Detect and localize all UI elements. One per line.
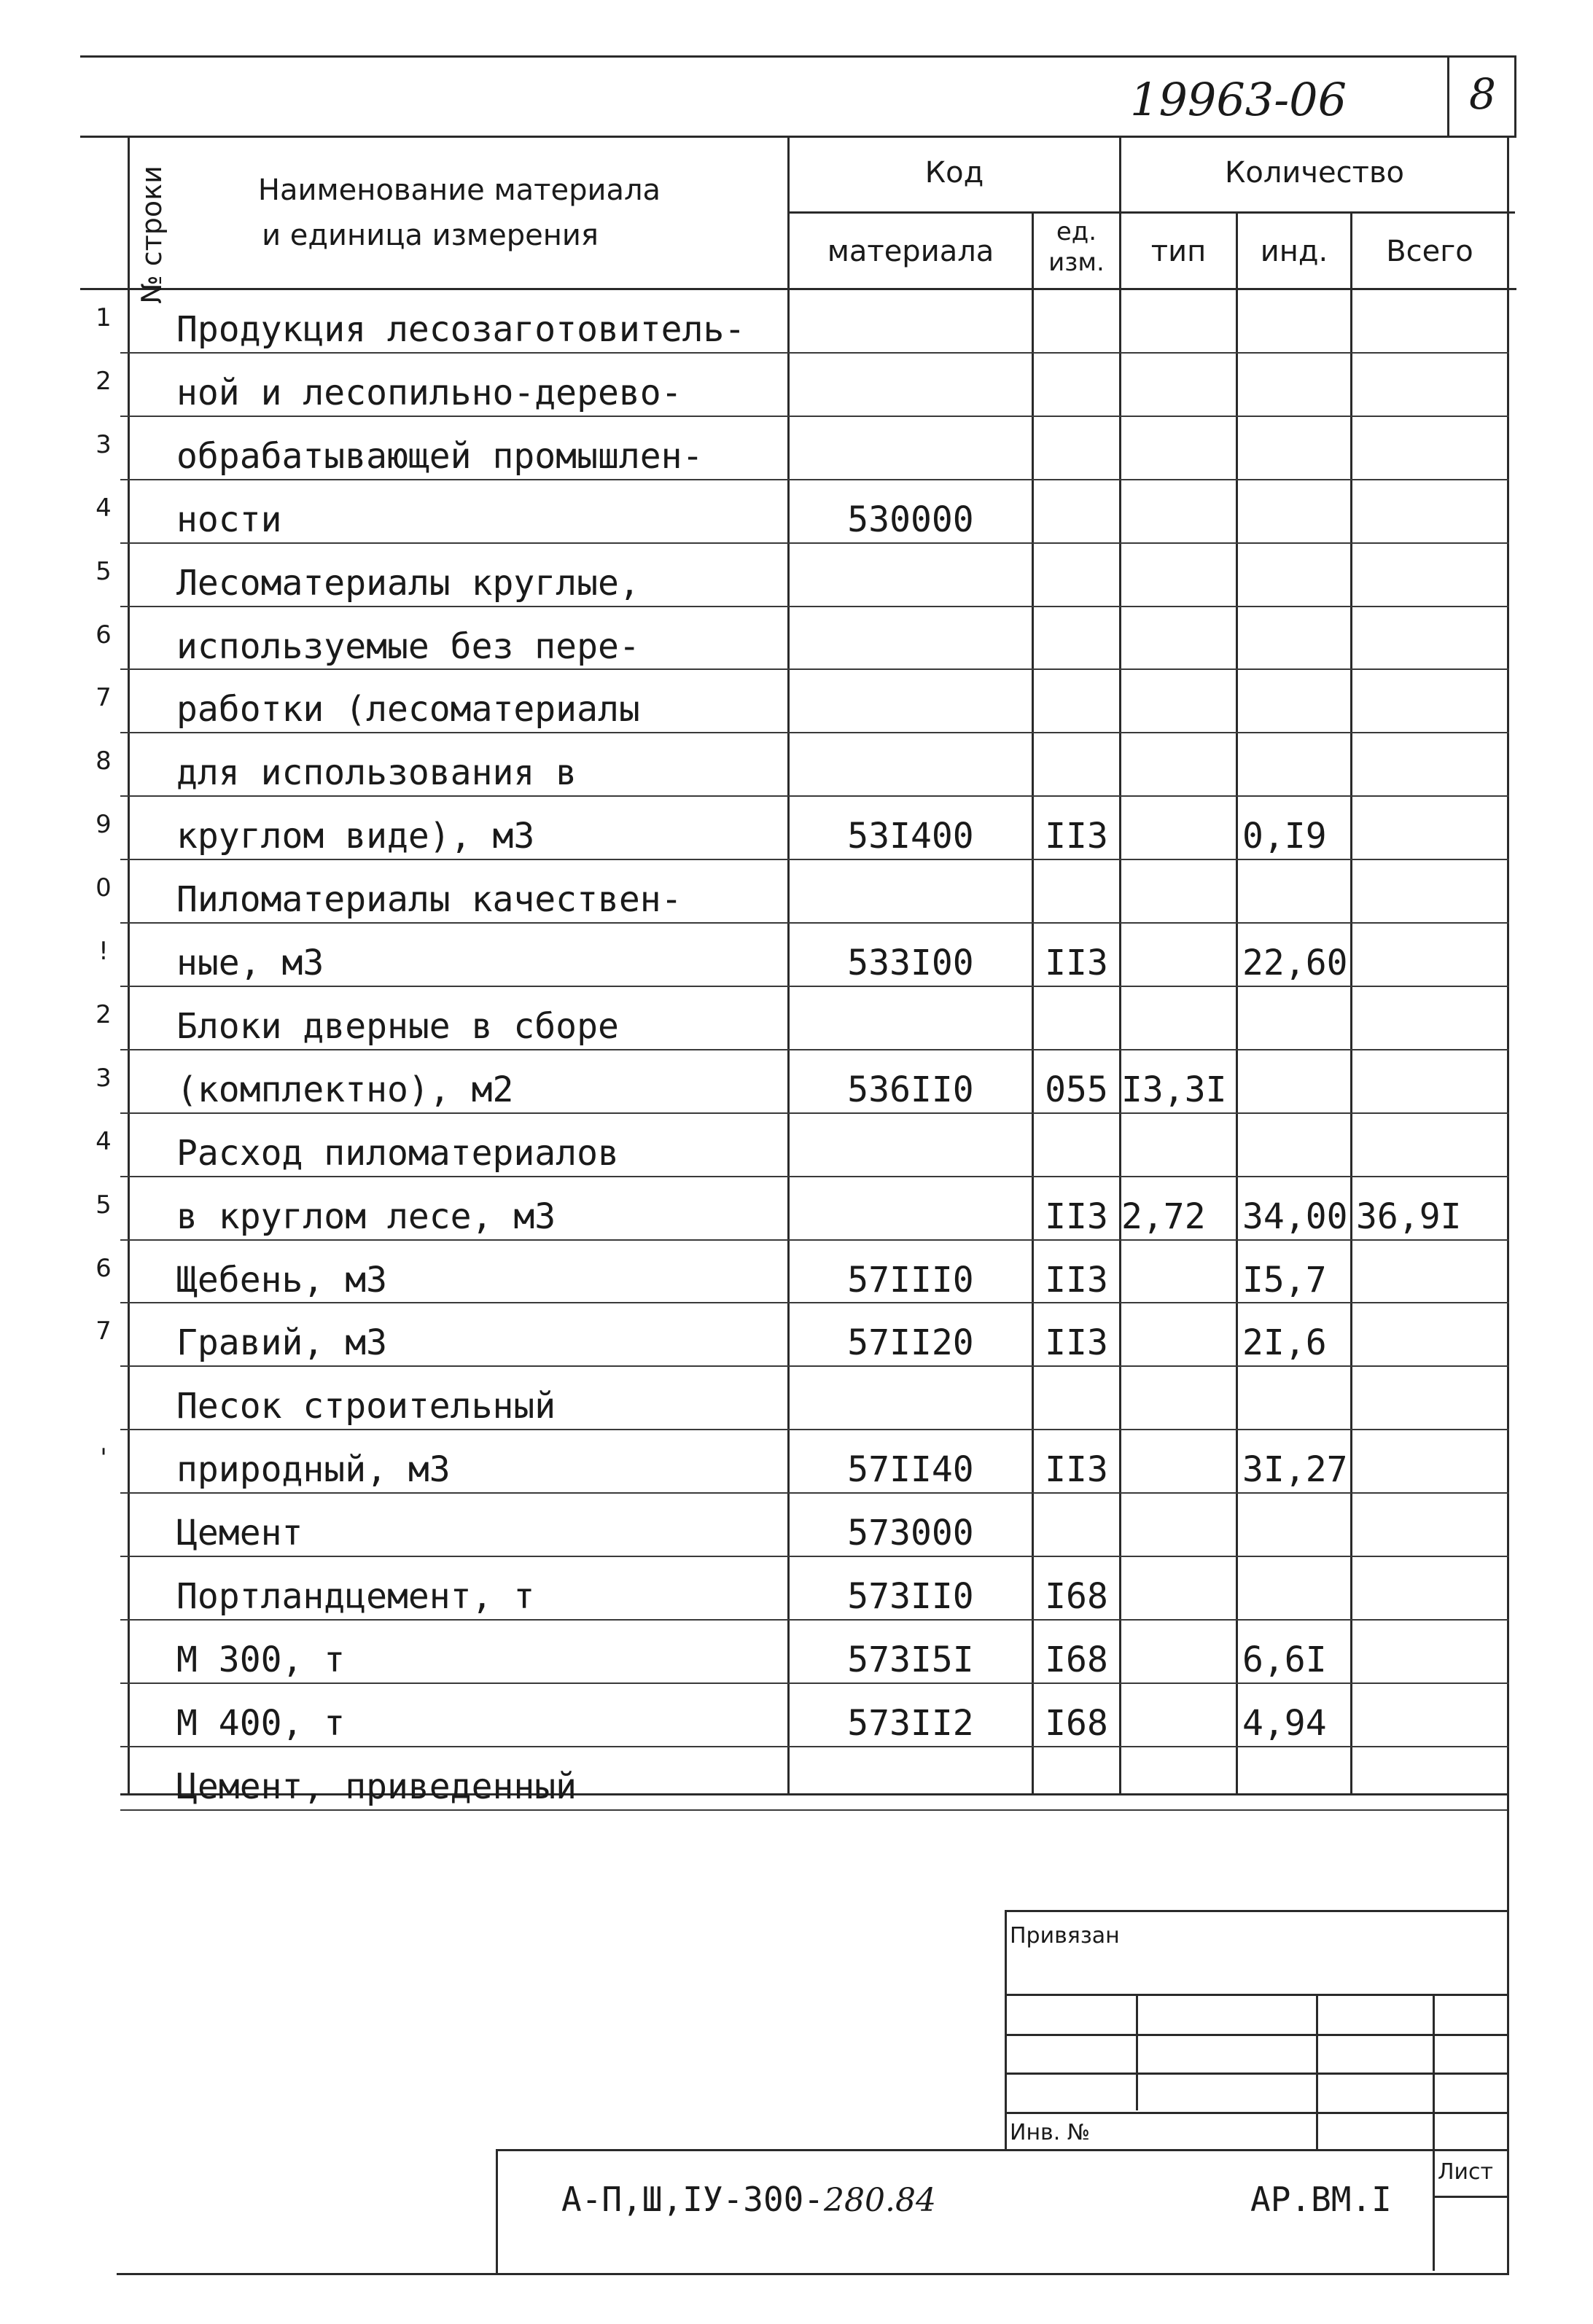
row-12-n: 2 xyxy=(96,999,112,1029)
stamp-inv-label: Инв. № xyxy=(1010,2120,1091,2145)
row-6-name: используемые без пере- xyxy=(176,625,640,667)
row-15-n: 5 xyxy=(96,1190,112,1220)
row-8-n: 8 xyxy=(96,746,112,776)
row-19-n: ' xyxy=(100,1443,107,1473)
doc-code-typed: А-П,Ш,IУ-300- xyxy=(561,2180,825,2219)
row-17-unit: II3 xyxy=(1045,1322,1108,1364)
stamp-col-3 xyxy=(1433,1994,1435,2271)
type-header: тип xyxy=(1150,235,1207,268)
row-22-unit: I68 xyxy=(1045,1639,1108,1680)
row-separator xyxy=(120,1682,1509,1684)
row-17-n: 7 xyxy=(96,1317,112,1346)
row-19-ind: 3I,27 xyxy=(1242,1449,1348,1491)
stamp-left xyxy=(1005,1910,1007,2151)
row-23-code: 573II2 xyxy=(847,1702,974,1744)
row-separator xyxy=(120,542,1509,544)
col-line-type xyxy=(1119,136,1121,1794)
ind-header: инд. xyxy=(1260,235,1328,268)
row-separator xyxy=(120,1049,1509,1050)
row-16-n: 6 xyxy=(96,1253,112,1283)
row-22-ind: 6,6I xyxy=(1242,1639,1327,1680)
title-block-sheet-line xyxy=(1433,2196,1509,2198)
row-13-type: I3,3I xyxy=(1121,1069,1227,1110)
row-15-unit: II3 xyxy=(1045,1196,1108,1237)
row-11-name: ные, м3 xyxy=(176,943,324,983)
row-16-ind: I5,7 xyxy=(1242,1259,1327,1301)
row-22-name: М 300, т xyxy=(176,1639,346,1680)
row-1-name: Продукция лесозаготовитель- xyxy=(176,309,746,350)
header-bottom xyxy=(80,288,1516,290)
row-separator xyxy=(120,1239,1509,1241)
row-separator xyxy=(120,1809,1509,1811)
row-separator xyxy=(120,732,1509,733)
row-16-name: Щебень, м3 xyxy=(176,1259,387,1301)
row-21-code: 573II0 xyxy=(847,1576,974,1617)
row-4-n: 4 xyxy=(96,493,112,523)
row-13-name: (комплектно), м2 xyxy=(176,1069,514,1110)
row-separator xyxy=(120,352,1509,354)
row-3-name: обрабатывающей промышлен- xyxy=(176,435,704,477)
doc-code-hand: 280.84 xyxy=(824,2182,936,2219)
row-14-n: 4 xyxy=(96,1126,112,1156)
row-separator xyxy=(120,1302,1509,1303)
row-separator xyxy=(120,1176,1509,1177)
row-separator xyxy=(120,1556,1509,1557)
row-9-code: 53I400 xyxy=(847,816,974,857)
row-separator xyxy=(120,795,1509,797)
row-20-code: 573000 xyxy=(847,1513,974,1554)
table-top xyxy=(80,136,1516,138)
row-21-unit: I68 xyxy=(1045,1576,1108,1617)
title-block-left xyxy=(496,2149,498,2273)
quantity-header: Количество xyxy=(1224,156,1404,190)
row-19-code: 57II40 xyxy=(847,1449,974,1491)
col-line-right xyxy=(1507,136,1509,1794)
row-7-name: работки (лесоматериалы xyxy=(176,689,640,730)
top-border xyxy=(80,55,1516,58)
stamp-col-2 xyxy=(1316,1994,1318,2151)
row-11-unit: II3 xyxy=(1045,943,1108,983)
row-10-n: 0 xyxy=(96,873,112,903)
row-12-name: Блоки дверные в сборе xyxy=(176,1005,619,1047)
row-8-name: для использования в xyxy=(176,752,577,794)
row-11-ind: 22,60 xyxy=(1242,943,1348,983)
row-19-unit: II3 xyxy=(1045,1449,1108,1491)
doc-number: 19963-06 xyxy=(1130,73,1347,126)
row-21-name: Портландцемент, т xyxy=(176,1576,535,1617)
row-separator xyxy=(120,1619,1509,1621)
row-16-code: 57III0 xyxy=(847,1259,974,1301)
stamp-col-1 xyxy=(1136,1994,1138,2110)
name-header-line1: Наименование материала xyxy=(257,173,661,207)
row-4-name: ности xyxy=(176,499,282,540)
row-separator xyxy=(120,416,1509,417)
row-15-ind: 34,00 xyxy=(1242,1196,1348,1237)
row-19-name: природный, м3 xyxy=(176,1449,451,1491)
row-separator xyxy=(120,606,1509,607)
name-header-line2: и единица измерения xyxy=(262,219,599,252)
row-23-unit: I68 xyxy=(1045,1702,1108,1744)
row-23-name: М 400, т xyxy=(176,1702,346,1744)
doc-code xyxy=(561,2180,936,2219)
title-block-top xyxy=(496,2149,1509,2151)
row-13-unit: 055 xyxy=(1045,1069,1108,1110)
code-header: Код xyxy=(924,156,984,190)
row-14-name: Расход пиломатериалов xyxy=(176,1132,619,1174)
row-3-n: 3 xyxy=(96,429,112,459)
row-15-type: 2,72 xyxy=(1121,1196,1206,1237)
material-header: материала xyxy=(827,235,994,268)
row-9-unit: II3 xyxy=(1045,816,1108,857)
row-23-ind: 4,94 xyxy=(1242,1702,1327,1744)
row-separator xyxy=(120,859,1509,860)
row-1-n: 1 xyxy=(96,303,112,332)
row-24-name: Цемент, приведенный xyxy=(176,1766,577,1807)
row-number-header: № строки xyxy=(136,165,168,304)
row-10-name: Пиломатериалы качествен- xyxy=(176,879,682,921)
row-separator xyxy=(120,1746,1509,1747)
stamp-bound-label: Привязан xyxy=(1010,1923,1120,1949)
row-separator xyxy=(120,1365,1509,1367)
row-9-ind: 0,I9 xyxy=(1242,816,1327,857)
row-2-n: 2 xyxy=(96,366,112,396)
row-separator xyxy=(120,668,1509,670)
row-9-n: 9 xyxy=(96,810,112,840)
row-17-ind: 2I,6 xyxy=(1242,1322,1327,1364)
unit-header-line1: ед. xyxy=(1056,217,1097,246)
row-11-code: 533I00 xyxy=(847,943,974,983)
unit-header-line2: изм. xyxy=(1048,248,1105,277)
section-code: АР.ВМ.I xyxy=(1250,2180,1392,2219)
page-number: 8 xyxy=(1469,69,1496,119)
row-15-total: 36,9I xyxy=(1356,1196,1462,1237)
row-17-code: 57II20 xyxy=(847,1322,974,1364)
page-bottom-line xyxy=(117,2273,1509,2275)
row-22-code: 573I5I xyxy=(847,1639,974,1680)
row-5-n: 5 xyxy=(96,556,112,586)
stamp-top xyxy=(1005,1910,1509,1912)
row-20-name: Цемент xyxy=(176,1513,303,1554)
sheet-label: Лист xyxy=(1438,2159,1494,2185)
row-16-unit: II3 xyxy=(1045,1259,1108,1301)
row-15-name: в круглом лесе, м3 xyxy=(176,1196,556,1237)
page-box-right xyxy=(1514,55,1516,136)
row-7-n: 7 xyxy=(96,683,112,713)
row-17-name: Гравий, м3 xyxy=(176,1322,387,1364)
row-18-name: Песок строительный xyxy=(176,1386,556,1427)
row-separator xyxy=(120,1429,1509,1430)
row-6-n: 6 xyxy=(96,620,112,650)
row-separator xyxy=(120,986,1509,987)
col-line-num xyxy=(128,136,130,1794)
header-mid-line xyxy=(790,211,1515,214)
row-5-name: Лесоматериалы круглые, xyxy=(176,562,640,604)
row-13-n: 3 xyxy=(96,1063,112,1093)
row-13-code: 536II0 xyxy=(847,1069,974,1110)
row-separator xyxy=(120,1112,1509,1114)
row-separator xyxy=(120,922,1509,924)
row-separator xyxy=(120,1492,1509,1494)
total-header: Всего xyxy=(1386,235,1473,268)
page-box-divider xyxy=(1447,55,1449,136)
row-11-n: ! xyxy=(98,937,109,966)
row-2-name: ной и лесопильно-дерево- xyxy=(176,372,682,413)
row-separator xyxy=(120,479,1509,480)
row-4-code: 530000 xyxy=(847,499,974,540)
row-9-name: круглом виде), м3 xyxy=(176,816,535,857)
